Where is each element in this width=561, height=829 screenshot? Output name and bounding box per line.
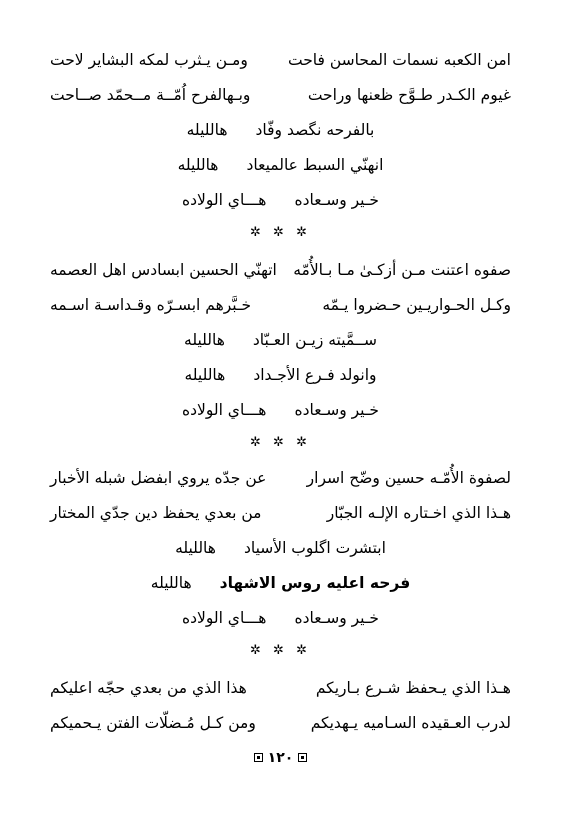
- refrain-text: خـير وسـعاده: [294, 609, 379, 627]
- refrain-line: [50, 185, 511, 215]
- second-hemistich: ومـن يـثرب لمكه البشاير لاحت: [50, 51, 248, 69]
- first-hemistich: لصفوة الأُمّـه حسين وضّح اسرار: [306, 469, 511, 487]
- second-hemistich: ومن كـل مُـضلّات الفتن يـحميكم: [50, 714, 256, 732]
- stanza-divider: [50, 218, 511, 248]
- couplet: [50, 673, 511, 703]
- couplet: [50, 498, 511, 528]
- refrain-line: [50, 533, 511, 563]
- star-divider-icon: ✲ ✲ ✲: [250, 435, 311, 450]
- stanza-divider: [50, 428, 511, 458]
- refrain-tag: هالليله: [150, 574, 192, 592]
- first-hemistich: لدرب العـقيده السـاميه يـهديكم: [310, 714, 511, 732]
- page-number: ١٢٠: [267, 750, 294, 766]
- second-hemistich: اتهنّي الحسين ابسادس اهل العصمه: [50, 261, 277, 279]
- second-hemistich: عن جدّه يروي ابفضل شبله الأخبار: [50, 469, 267, 487]
- couplet: [50, 463, 511, 493]
- first-hemistich: غيوم الكـدر طـوَّح ظعنها وراحت: [307, 86, 511, 104]
- refrain-line: [50, 150, 511, 180]
- second-hemistich: خـبَّرهم ابسـرّه وقـداسـة اسـمه: [50, 296, 252, 314]
- refrain-line: [50, 603, 511, 633]
- refrain-tag: هالليله: [186, 121, 228, 139]
- star-divider-icon: ✲ ✲ ✲: [250, 225, 311, 240]
- refrain-tag: هـــاي الولاده: [181, 609, 267, 627]
- couplet: [50, 708, 511, 738]
- refrain-line: [50, 325, 511, 355]
- refrain-line: [50, 360, 511, 390]
- refrain-text: خـير وسـعاده: [294, 191, 379, 209]
- first-hemistich: صفوه اعتنت مـن أزكـىٰ مـا بـالأُمّه: [293, 261, 511, 279]
- refrain-text: بالفرحه نگصد وفّاد: [255, 121, 375, 139]
- refrain-tag: هـــاي الولاده: [181, 401, 267, 419]
- stanza-divider: [50, 636, 511, 666]
- refrain-text: وانولد فـرع الأجـداد: [253, 366, 377, 384]
- refrain-tag: هالليله: [184, 366, 226, 384]
- first-hemistich: وكـل الحـواريـين حـضروا يـمّه: [322, 296, 511, 314]
- second-hemistich: هذا الذي من بعدي حجّه اعليكم: [50, 679, 247, 697]
- couplet: [50, 80, 511, 110]
- second-hemistich: وبـهالفرح اُمّــة مــحمّد صــاحت: [50, 86, 251, 104]
- square-ornament-icon: [254, 753, 263, 762]
- refrain-line: [50, 395, 511, 425]
- second-hemistich: من بعدي يحفظ دين جدّي المختار: [50, 504, 262, 522]
- refrain-text: ابتشرت اگلوب الأسياد: [243, 539, 386, 557]
- first-hemistich: هـذا الذي يـحفظ شـرع بـاريكم: [315, 679, 511, 697]
- refrain-tag: هالليله: [177, 156, 219, 174]
- refrain-text: خـير وسـعاده: [294, 401, 379, 419]
- refrain-text: انهنّي السبط عالميعاد: [246, 156, 384, 174]
- refrain-text: فرحه اعليه روس الاشهاد: [219, 574, 411, 592]
- refrain-tag: هـــاي الولاده: [181, 191, 267, 209]
- refrain-tag: هالليله: [175, 539, 216, 557]
- first-hemistich: هـذا الذي اخـتاره الإلـه الجبّار: [326, 504, 511, 522]
- couplet: [50, 45, 511, 75]
- refrain-text: ســمَّيته زيـن العـبّاد: [252, 331, 377, 349]
- refrain-tag: هالليله: [184, 331, 225, 349]
- square-ornament-icon: [298, 753, 307, 762]
- couplet: [50, 255, 511, 285]
- couplet: [50, 290, 511, 320]
- first-hemistich: امن الكعبه نسمات المحاسن فاحت: [287, 51, 511, 69]
- refrain-line: [50, 115, 511, 145]
- refrain-line: [50, 568, 511, 598]
- page-footer: [0, 750, 561, 766]
- star-divider-icon: ✲ ✲ ✲: [250, 643, 311, 658]
